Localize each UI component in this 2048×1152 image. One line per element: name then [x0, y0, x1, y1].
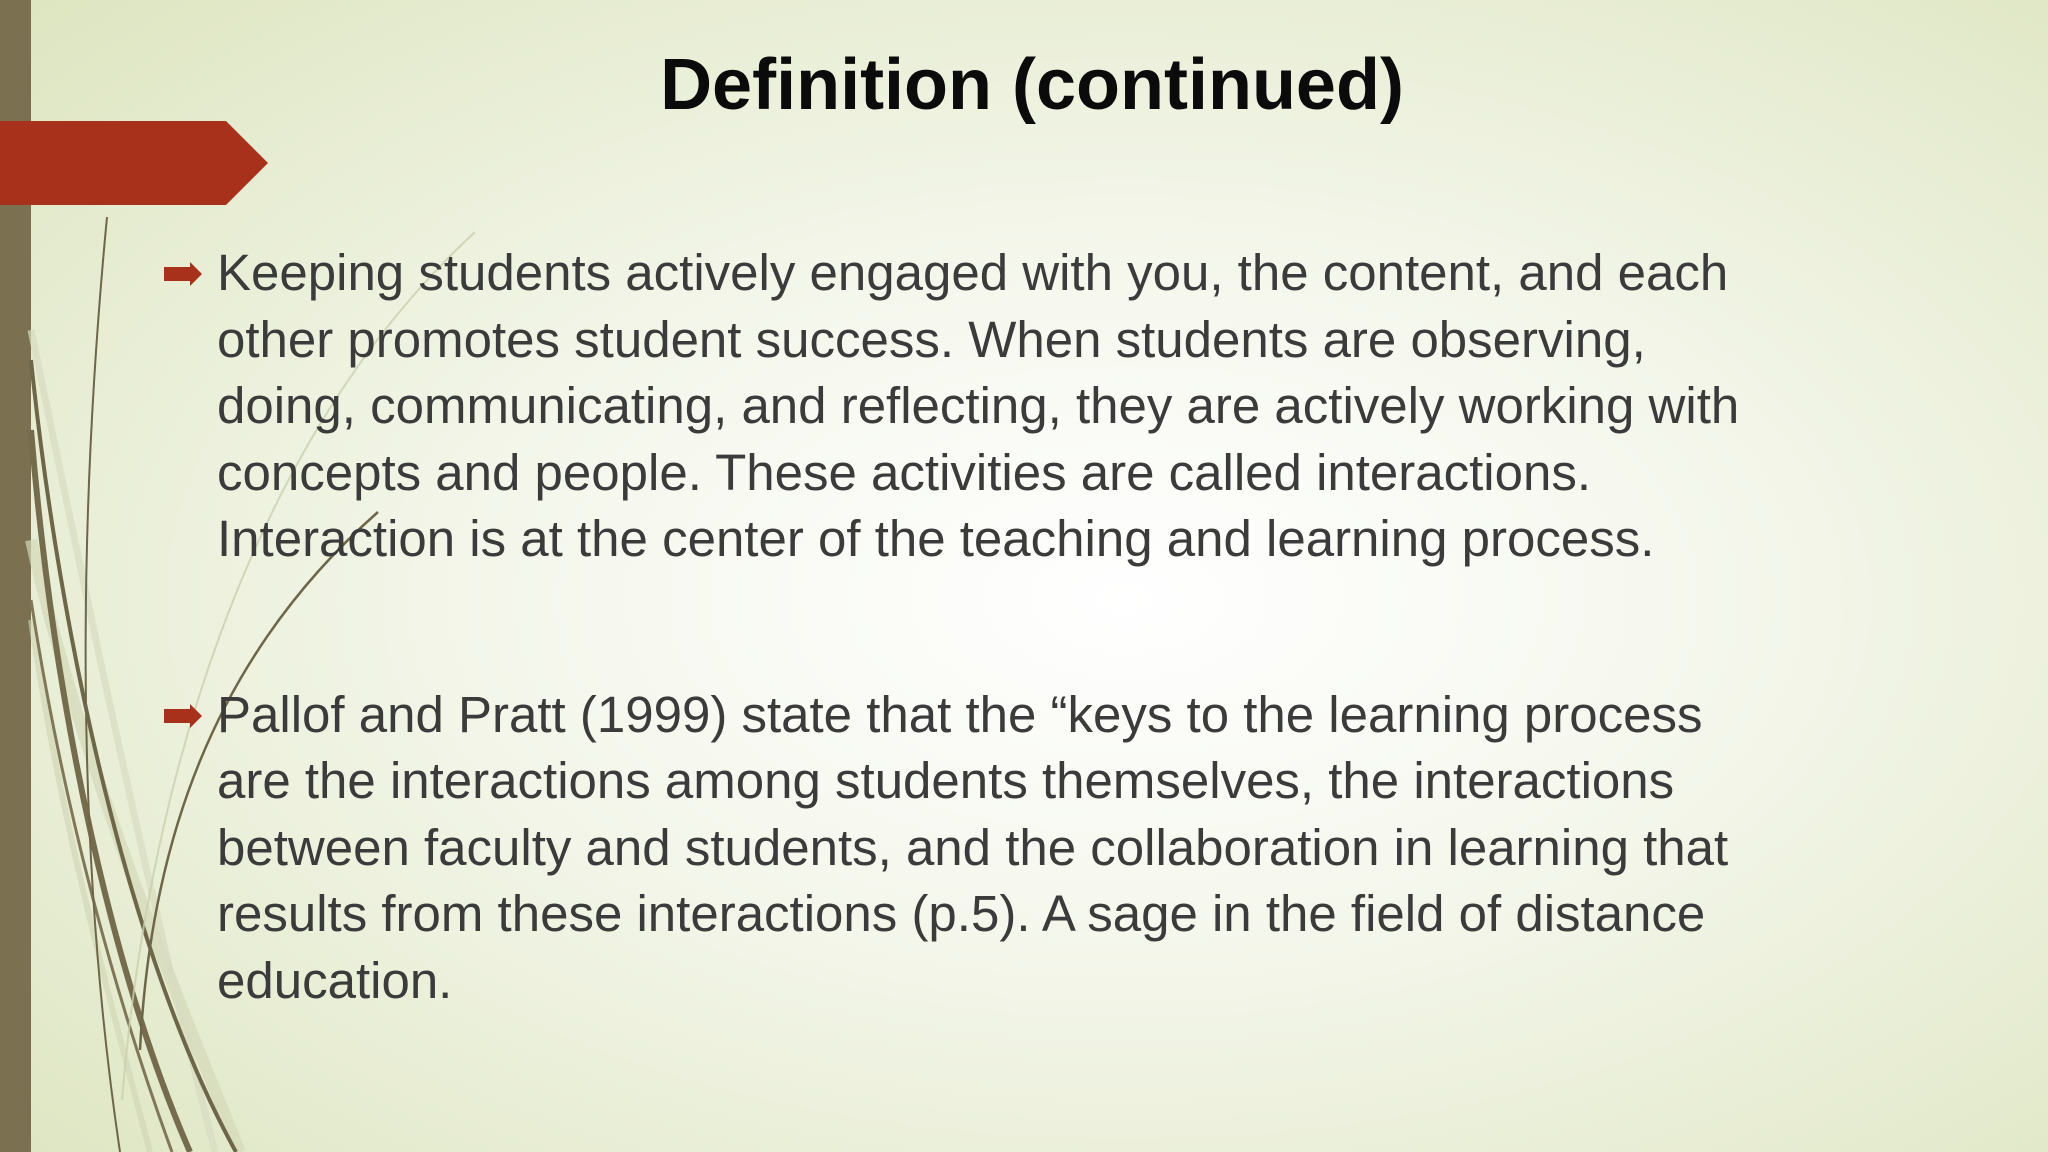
bullet-item [160, 682, 1920, 1015]
slide-title: Definition (continued) [660, 45, 1404, 125]
arrow-bullet-icon [162, 702, 204, 730]
title-accent-shape [0, 121, 268, 205]
arrow-bullet-icon [162, 260, 204, 288]
bullet-text: Pallof and Pratt (1999) state that the “keys to the learning process are the interactions among students themselves, the interactions between faculty and students, and the collaboration in learning that results from these interactions (p.5). A sage in the field of distance education. [217, 685, 1729, 1009]
bullet-list [160, 240, 1920, 1014]
bullet-item [160, 240, 1920, 573]
bullet-text: Keeping students actively engaged with you, the content, and each other promotes student success. When students are observing, doing, communicating, and reflecting, they are actively working with concepts and people. These activities are called interactions. Interaction is at the center of the teaching and learning process. [217, 244, 1740, 567]
